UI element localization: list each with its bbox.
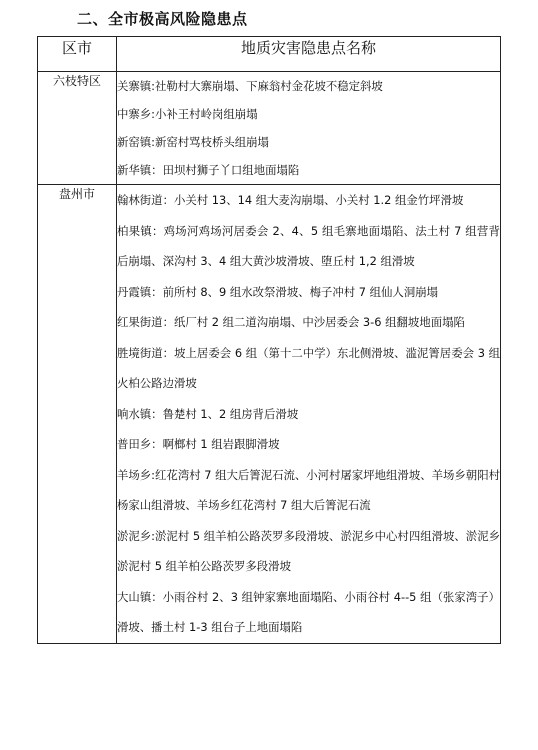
section-title: 二、全市极高风险隐患点 [77, 10, 248, 28]
hazard-table [37, 36, 501, 644]
hazard-item: 淤泥乡:淤泥村 5 组羊柏公路茨罗多段滑坡、淤泥乡中心村四组滑坡、淤泥乡淤泥村 5 组羊柏公路茨罗多段滑坡 [117, 528, 500, 573]
hazard-item: 丹霞镇：前所村 8、9 组水改祭滑坡、梅子冲村 7 组仙人洞崩塌 [117, 284, 438, 299]
column-header-district: 区市 [38, 37, 117, 72]
hazard-item: 柏果镇：鸡场河鸡场河居委会 2、4、5 组毛寨地面塌陷、法土村 7 组营背后崩塌、深沟村 3、4 组大黄沙坡滑坡、堕丘村 1,2 组滑坡 [117, 223, 500, 268]
district-cell: 盘州市 [38, 185, 117, 644]
hazard-item: 翰林街道：小关村 13、14 组大麦沟崩塌、小关村 1.2 组金竹坪滑坡 [117, 193, 464, 207]
hazard-item: 大山镇：小雨谷村 2、3 组钟家寨地面塌陷、小雨谷村 4--5 组（张家湾子）滑坡、播土村 1-3 组台子上地面塌陷 [117, 589, 500, 634]
hazard-item: 新华镇：田坝村狮子丫口组地面塌陷 [117, 163, 300, 177]
hazard-list-cell [117, 185, 501, 644]
hazard-item: 羊场乡:红花湾村 7 组大后箐泥石流、小河村屠家坪地组滑坡、羊场乡朝阳村杨家山组滑坡、羊场乡红花湾村 7 组大后箐泥石流 [117, 467, 500, 512]
hazard-item: 普田乡：啊榔村 1 组岩跟脚滑坡 [117, 437, 280, 451]
hazard-item: 中寨乡:小补王村岭岗组崩塌 [117, 107, 258, 121]
table-row [38, 185, 501, 644]
hazard-item: 关寨镇:社勒村大寨崩塌、下麻翁村金花坡不稳定斜坡 [117, 79, 383, 93]
hazard-item: 响水镇：鲁楚村 1、2 组房背后滑坡 [117, 406, 299, 421]
hazard-list-cell [117, 72, 501, 185]
hazard-item: 新窑镇:新窑村骂枝桥头组崩塌 [117, 135, 269, 149]
hazard-item: 红果街道：纸厂村 2 组二道沟崩塌、中沙居委会 3-6 组翻坡地面塌陷 [117, 315, 465, 329]
column-header-hazard-points: 地质灾害隐患点名称 [117, 37, 501, 72]
hazard-item: 胜境街道：坡上居委会 6 组（第十二中学）东北侧滑坡、滥泥箐居委会 3 组火柏公路边滑坡 [117, 345, 500, 390]
table-header-row [38, 37, 501, 72]
table-row [38, 72, 501, 185]
district-cell: 六枝特区 [38, 72, 117, 185]
